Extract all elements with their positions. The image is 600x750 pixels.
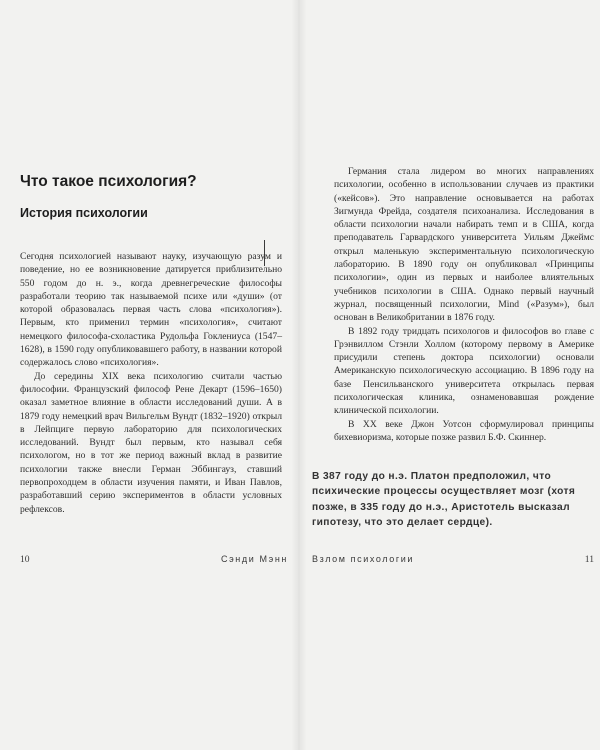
paragraph: В XX веке Джон Уотсон сформулировал принципы бихевиоризма, которые позже развил Б.Ф. Скиннер. [334,418,594,443]
page-number: 10 [20,554,30,565]
chapter-title: Что такое психология? [20,173,197,190]
paragraph: Сегодня психологией называют науку, изучающую разум и поведение, но ее возникновение датируется приблизительно 550 годом до н. э., когда древнегреческие философы разработали теорию так называемой психе или «души» (от которой образовалась первая часть слова «психология»). Первым, кто применил термин «психология», считают немецкого философа-схоластика Рудольфа Гоклениуса (1547–1628), в 1590 году опубликовавшего работу, в названии которой содержалось слово «психология». [20,251,282,369]
page-number: 11 [584,554,594,565]
left-body-text [20,250,282,516]
running-footer-book-title: Взлом психологии [312,554,414,564]
paragraph: В 1892 году тридцать психологов и философов во главе с Грэнвиллом Стэнли Холлом (которому первому в Америке присудили степень доктора психологии) основали Американскую психологическую ассоциацию. В 1896 году на базе Пенсильванского университета открылась первая психологическая клиника, ознаменовавшая рождение клинической психологии. [334,325,594,417]
right-body-text [334,165,594,444]
right-page [300,0,600,750]
paragraph: Германия стала лидером во многих направлениях психологии, особенно в использовании случаев из практики («кейсов»). Это направление основывается на работах Зигмунда Фрейда, создателя психоанализа. Исследования в области психологии начали набирать темп и в США, когда преподаватель Гарвардского университета Уильям Джеймс открыл маленькую экспериментальную психологическую лабораторию. В 1890 году он опубликовал «Принципы психологии», один из первых и наиболее влиятельных учебников психологии в США. Однако первый научный журнал, посвященный психологии, Mind («Разум»), был основан в Великобритании в 1876 году. [334,166,594,324]
callout-quote: В 387 году до н.э. Платон предположил, что психические процессы осуществляет мозг (хотя позже, в 335 году до н.э., Аристотель высказал гипотезу, что это делает сердце). [312,471,576,528]
section-title: История психологии [20,206,148,220]
running-footer-author: Сэнди Мэнн [221,554,288,564]
paragraph: До середины XIX века психологию считали частью философии. Французский философ Рене Декарт (1596–1650) оказал заметное влияние в области исследований души. А в 1879 году немецкий врач Вильгельм Вундт (1832–1920) открыл в Лейпциге первую лабораторию для психологических исследований. Вундт был первым, кто называл себя психологом, но в тот же период важный вклад в развитие психологии также внесли Герман Эббингауз, ставший первопроходцем в области изучения памяти, и Иван Павлов, разработавший серию экспериментов в области условных рефлексов. [20,370,282,515]
